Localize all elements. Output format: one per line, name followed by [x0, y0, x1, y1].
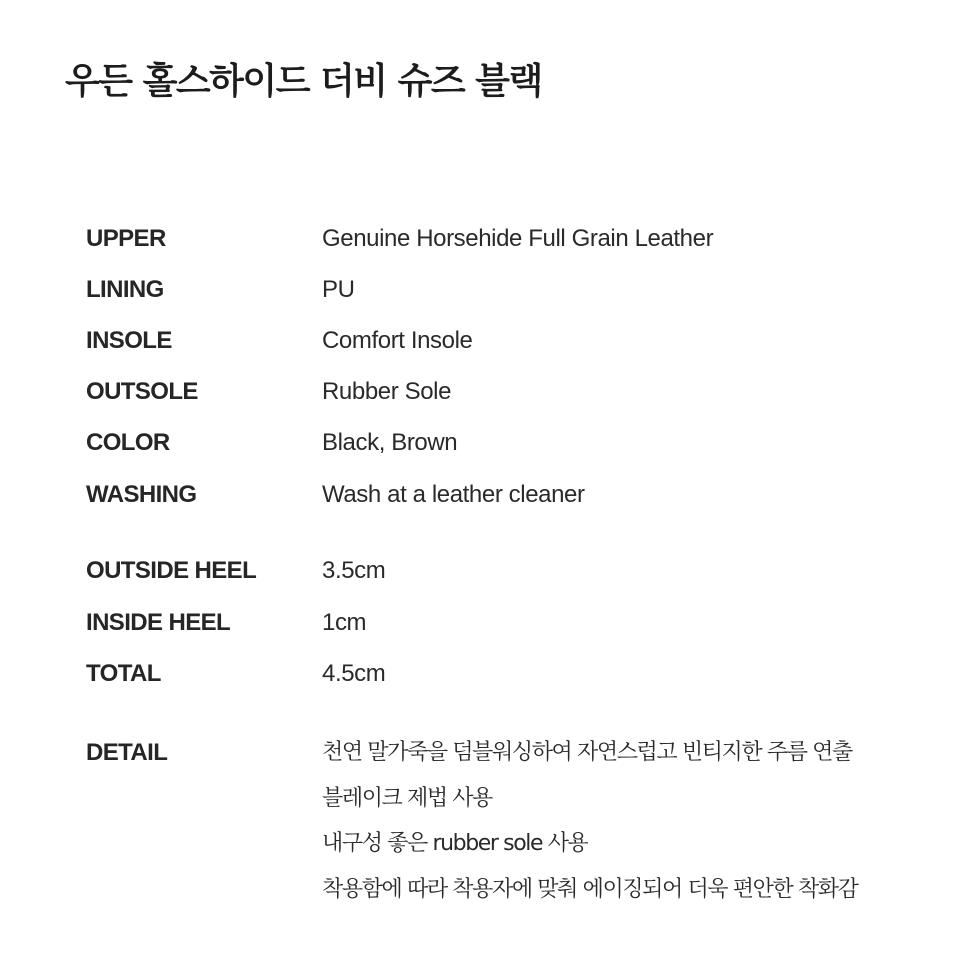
spec-value: 1cm — [322, 609, 367, 636]
spec-row-lining — [0, 273, 960, 307]
detail-line: 천연 말가죽을 덤블워싱하여 자연스럽고 빈티지한 주름 연출 — [322, 740, 852, 765]
spec-row-inside-heel — [0, 606, 960, 640]
spec-label: TOTAL — [86, 660, 161, 687]
spec-row-insole — [0, 324, 960, 358]
spec-row-washing — [0, 478, 960, 512]
detail-line: 블레이크 제법 사용 — [322, 785, 493, 811]
spec-value: Wash at a leather cleaner — [322, 481, 585, 508]
spec-value: Rubber Sole — [322, 378, 452, 405]
spec-value: PU — [322, 276, 355, 303]
spec-label: WASHING — [86, 481, 197, 508]
spec-row-color — [0, 426, 960, 460]
product-title: 우든 홀스하이드 더비 슈즈 블랙 — [65, 61, 542, 102]
detail-label: DETAIL — [86, 739, 168, 766]
spec-value: 4.5cm — [322, 660, 386, 687]
spec-label: OUTSIDE HEEL — [86, 557, 257, 584]
spec-label: INSOLE — [86, 327, 172, 354]
spec-label: INSIDE HEEL — [86, 609, 231, 636]
spec-label: COLOR — [86, 429, 170, 456]
spec-row-outsole — [0, 375, 960, 409]
spec-label: LINING — [86, 276, 164, 303]
spec-label: OUTSOLE — [86, 378, 198, 405]
spec-row-outside-heel — [0, 554, 960, 588]
detail-line: 착용함에 따라 착용자에 맞춰 에이징되어 더욱 편안한 착화감 — [322, 876, 858, 902]
detail-line: 내구성 좋은 rubber sole 사용 — [322, 831, 588, 856]
spec-label: UPPER — [86, 225, 166, 252]
spec-value: 3.5cm — [322, 557, 386, 584]
spec-value: Genuine Horsehide Full Grain Leather — [322, 225, 714, 252]
spec-row-upper — [0, 222, 960, 256]
detail-list — [322, 736, 857, 918]
spec-value: Black, Brown — [322, 429, 458, 456]
spec-row-total — [0, 657, 960, 691]
spec-value: Comfort Insole — [322, 327, 473, 354]
